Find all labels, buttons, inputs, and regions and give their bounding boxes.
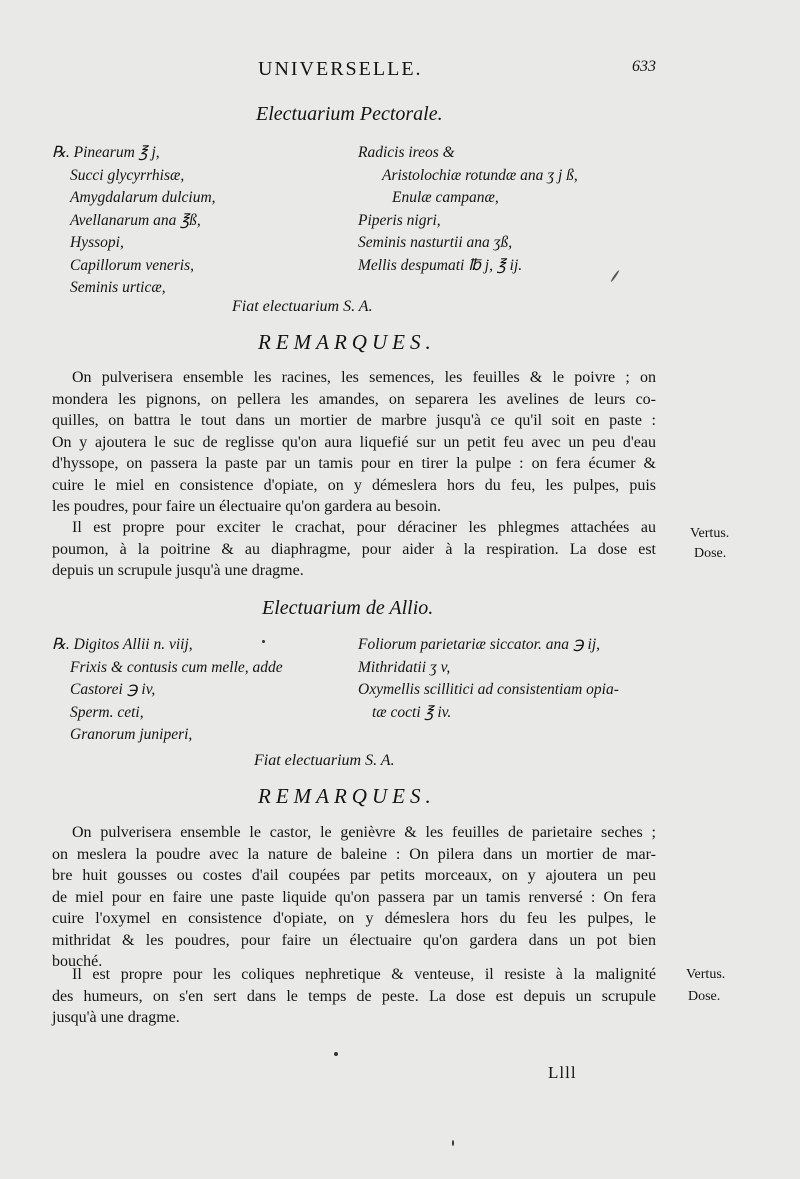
section1-margin-vertus: Vertus. xyxy=(690,526,730,541)
section2-remarques-heading: REMARQUES. xyxy=(258,784,436,808)
recipe-line: Aristolochiæ rotundæ ana ʒ j ß, xyxy=(382,166,578,184)
recipe-line: Frixis & contusis cum melle, adde xyxy=(70,658,283,676)
recipe-line: Avellanarum ana ℥ß, xyxy=(70,211,201,229)
text-line: de miel pour en faire une paste liquide qu'on passera par un tamis renversé : On fera xyxy=(52,888,656,906)
section2-recipe-right xyxy=(358,634,619,724)
ink-speck xyxy=(334,1052,338,1056)
recipe-line: Mellis despumati ℔ j, ℥ ij. xyxy=(358,256,523,274)
text-line: les poudres, pour faire un électuaire qu'on gardera au besoin. xyxy=(52,498,441,515)
recipe-line: Radicis ireos & xyxy=(358,144,455,161)
text-line: cuire le miel en consistence d'opiate, on y démeslera hors du feu, les pulpes, puis xyxy=(52,476,656,494)
section1-remarques-heading: REMARQUES. xyxy=(258,330,436,354)
section2-margin-vertus: Vertus. xyxy=(686,967,726,982)
section1-recipe-right xyxy=(358,142,578,277)
recipe-line: Succi glycyrrhisæ, xyxy=(70,166,185,184)
text-line: on meslera la poudre avec la nature de baleine : On pilera dans un mortier de mar- xyxy=(52,845,656,863)
text-line: quilles, on battra le tout dans un mortier de marbre jusqu'à ce qu'il soit en paste : xyxy=(52,412,656,429)
section1-fiat: Fiat electuarium S. A. xyxy=(232,298,373,315)
ink-speck xyxy=(262,640,265,643)
text-line: depuis un scrupule jusqu'à une dragme. xyxy=(52,562,304,579)
text-line: On pulverisera ensemble les racines, les semences, les feuilles & le poivre ; on xyxy=(72,369,656,386)
recipe-line: Amygdalarum dulcium, xyxy=(70,189,216,206)
recipe-line: Granorum juniperi, xyxy=(70,726,193,743)
recipe-line: Hyssopi, xyxy=(70,234,124,251)
recipe-line: Piperis nigri, xyxy=(358,211,441,229)
text-line: des humeurs, on s'en sert dans le temps de peste. La dose est depuis un scrupule xyxy=(52,987,656,1005)
section1-recipe-left xyxy=(52,142,216,300)
recipe-line: ℞. Pinearum ℥ j, xyxy=(52,144,160,161)
text-line: d'hyssope, on passera la paste par un tamis pour en tirer la pulpe : on fera écumer & xyxy=(52,455,656,472)
recipe-line: Capillorum veneris, xyxy=(70,256,194,274)
text-line: jusqu'à une dragme. xyxy=(52,1009,180,1026)
recipe-line: Seminis urticæ, xyxy=(70,279,166,296)
section2-margin-dose: Dose. xyxy=(688,989,721,1004)
ink-speck xyxy=(452,1140,454,1146)
section2-paragraph-2 xyxy=(52,964,656,1029)
text-line: mithridat & les poudres, pour faire un électuaire qu'on gardera dans un pot bien xyxy=(52,931,656,949)
ink-speck xyxy=(610,270,620,283)
text-line: poumon, à la poitrine & au diaphragme, pour aider à la respiration. La dose est xyxy=(52,540,656,558)
recipe-line: Castorei ℈ iv, xyxy=(70,681,156,698)
text-line: Il est propre pour les coliques nephretique & venteuse, il resiste à la malignité xyxy=(72,966,656,983)
text-line: On pulverisera ensemble le castor, le genièvre & les feuilles de parietaire seches ; xyxy=(72,824,656,841)
text-line: mondera les pignons, on pellera les amandes, on separera les avelines de leurs co- xyxy=(52,390,656,408)
section2-title: Electuarium de Allio. xyxy=(262,597,434,619)
section2-paragraph-1 xyxy=(52,822,656,973)
section1-title: Electuarium Pectorale. xyxy=(256,103,443,125)
signature-mark: Llll xyxy=(548,1063,577,1082)
text-line: bre huit gousses ou costes d'ail coupées par petits morceaux, on y ajoutera un peu xyxy=(52,867,656,884)
page-number: 633 xyxy=(632,58,656,75)
text-line: On y ajoutera le suc de reglisse qu'on aura liquefié sur un petit feu avec un peu d'eau xyxy=(52,433,656,451)
recipe-line: Seminis nasturtii ana ʒß, xyxy=(358,234,513,251)
recipe-line: ℞. Digitos Allii n. viij, xyxy=(52,636,193,653)
recipe-line: Foliorum parietariæ siccator. ana ℈ ij, xyxy=(358,636,601,653)
recipe-line: tæ cocti ℥ iv. xyxy=(372,703,452,721)
text-line: bouché. xyxy=(52,953,103,970)
recipe-line: Enulæ campanæ, xyxy=(392,189,499,206)
section2-recipe-left xyxy=(52,634,283,747)
section1-paragraph-1 xyxy=(52,367,656,518)
recipe-line: Oxymellis scillitici ad consistentiam opia- xyxy=(358,681,619,698)
section2-fiat: Fiat electuarium S. A. xyxy=(254,752,395,769)
section1-paragraph-2 xyxy=(52,517,656,582)
section1-margin-dose: Dose. xyxy=(694,546,727,561)
recipe-line: Mithridatii ʒ v, xyxy=(358,658,451,676)
running-head: UNIVERSELLE. xyxy=(258,58,423,80)
recipe-line: Sperm. ceti, xyxy=(70,703,144,721)
text-line: cuire l'oxymel en consistence d'opiate, on y démeslera hors du feu les pulpes, le xyxy=(52,910,656,927)
text-line: Il est propre pour exciter le crachat, pour déraciner les phlegmes attachées au xyxy=(72,519,656,536)
